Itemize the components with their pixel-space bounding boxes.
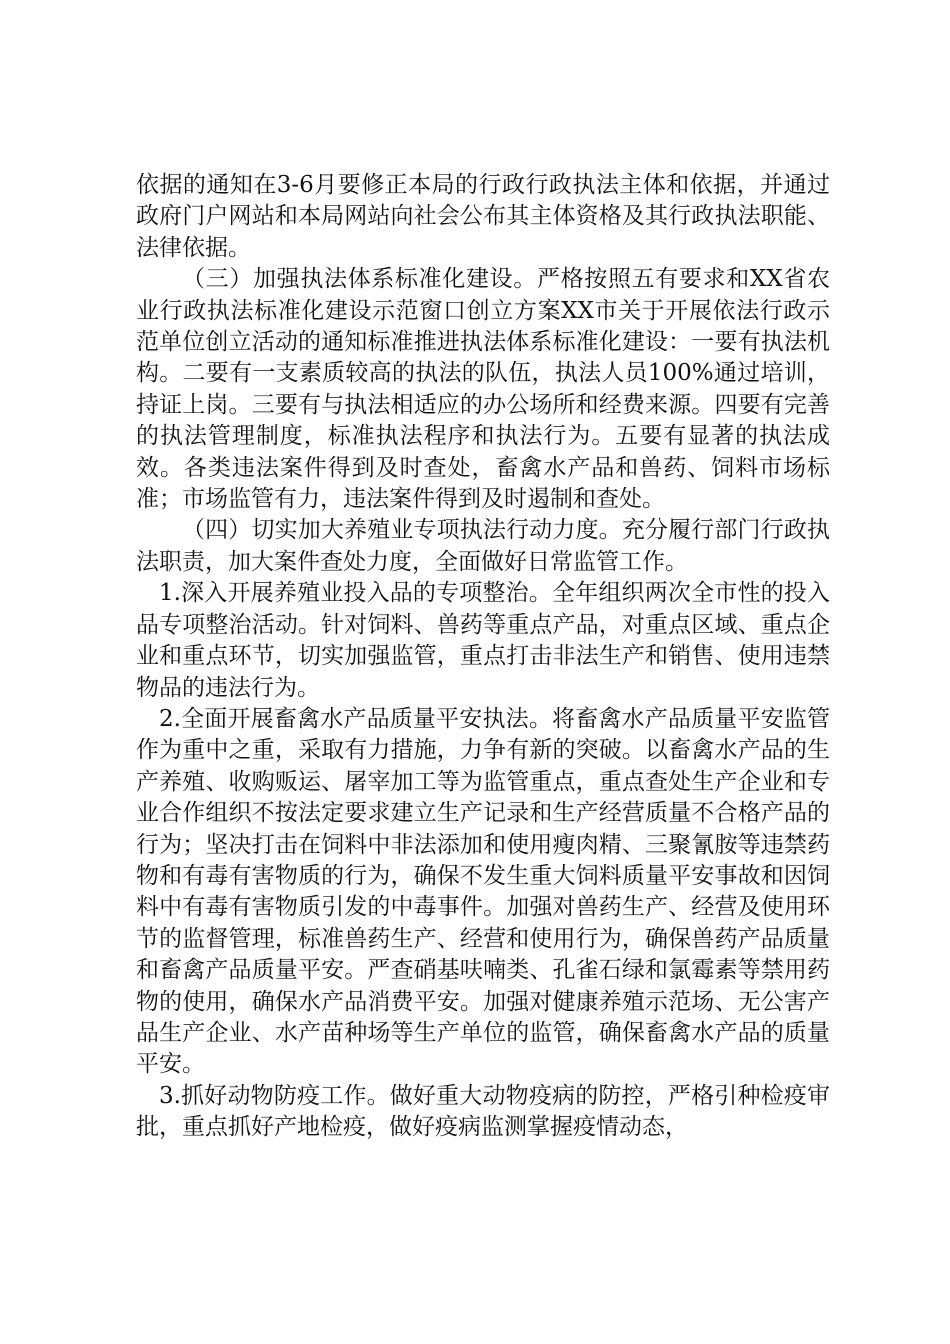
paragraph-continuation: 依据的通知在3-6月要修正本局的行政行政执法主体和依据，并通过政府门户网站和本局网站向社会公布其主体资格及其行政执法职能、法律依据。: [136, 172, 830, 261]
paragraph-item-3: 3.抓好动物防疫工作。做好重大动物疫病的防控，严格引种检疫审批，重点抓好产地检疫，做好疫病监测掌握疫情动态，: [136, 1082, 830, 1141]
paragraph-item-1: 1.深入开展养殖业投入品的专项整治。全年组织两次全市性的投入品专项整治活动。针对饲料、兽药等重点产品，对重点区域、重点企业和重点环节，切实加强监管，重点打击非法生产和销售、使用违禁物品的违法行为。: [136, 580, 830, 701]
paragraph-item-2: 2.全面开展畜禽水产品质量平安执法。将畜禽水产品质量平安监管作为重中之重，采取有力措施，力争有新的突破。以畜禽水产品的生产养殖、收购贩运、屠宰加工等为监管重点，重点查处生产企业和专业合作组织不按法定要求建立生产记录和生产经营质量不合格产品的行为；坚决打击在饲料中非法添加和使用瘦肉精、三聚氰胺等违禁药物和有毒有害物质的行为，确保不发生重大饲料质量平安事故和因饲料中有毒有害物质引发的中毒事件。加强对兽药生产、经营及使用环节的监督管理，标准兽药生产、经营和使用行为，确保兽药产品质量和畜禽产品质量平安。严查硝基呋喃类、孔雀石绿和氯霉素等禁用药物的使用，确保水产品消费平安。加强对健康养殖示范场、无公害产品生产企业、水产苗种场等生产单位的监管，确保畜禽水产品的质量平安。: [136, 705, 830, 1078]
paragraph-section-4: （四）切实加大养殖业专项执法行动力度。充分履行部门行政执法职责，加大案件查处力度，全面做好日常监管工作。: [136, 517, 830, 575]
document-body: [136, 170, 830, 1144]
paragraph-section-3: （三）加强执法体系标准化建设。严格按照五有要求和XX省农业行政执法标准化建设示范窗口创立方案XX市关于开展依法行政示范单位创立活动的通知标准推进执法体系标准化建设：一要有执法机构。二要有一支素质较高的执法的队伍，执法人员100%通过培训，持证上岗。三要有与执法相适应的办公场所和经费来源。四要有完善的执法管理制度，标准执法程序和执法行为。五要有显著的执法成效。各类违法案件得到及时查处，畜禽水产品和兽药、饲料市场标准；市场监管有力，违法案件得到及时遏制和查处。: [136, 266, 830, 513]
